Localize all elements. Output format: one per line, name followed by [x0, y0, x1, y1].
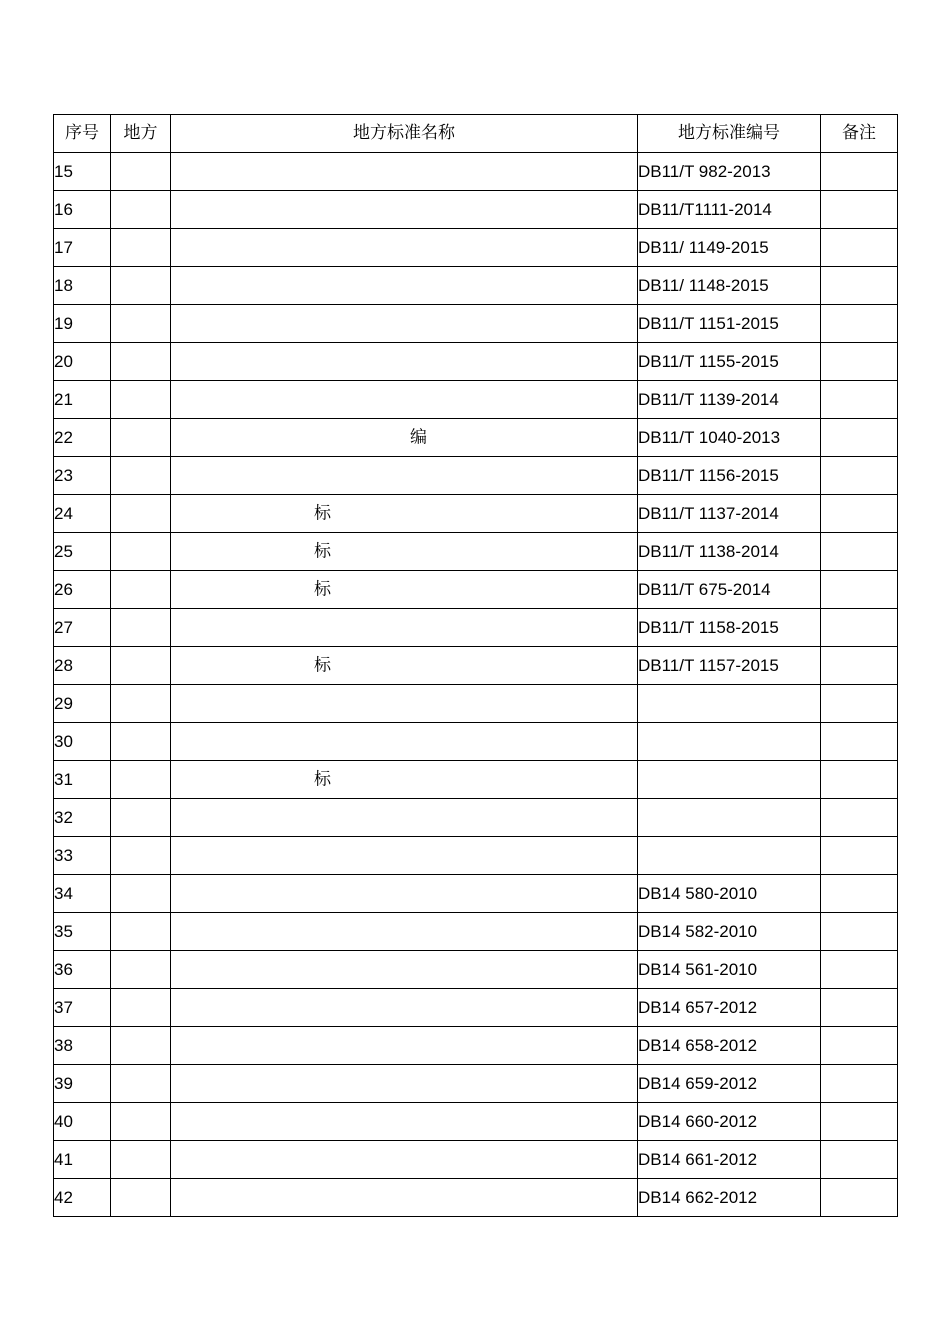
table-row: [54, 1065, 898, 1103]
note-cell: [821, 685, 898, 723]
code-cell: DB11/T 1156-2015: [638, 457, 821, 495]
seq-cell: 40: [54, 1103, 111, 1141]
seq-cell: 42: [54, 1179, 111, 1217]
name-cell: [171, 1027, 638, 1065]
standards-table: [53, 114, 898, 1217]
name-cell: [171, 229, 638, 267]
name-cell: [171, 685, 638, 723]
region-cell: [111, 571, 171, 609]
seq-cell: 25: [54, 533, 111, 571]
note-cell: [821, 647, 898, 685]
table-row: [54, 951, 898, 989]
seq-cell: 28: [54, 647, 111, 685]
table-row: [54, 875, 898, 913]
name-cell: [171, 1103, 638, 1141]
seq-cell: 20: [54, 343, 111, 381]
table-row: [54, 1141, 898, 1179]
table-row: [54, 1179, 898, 1217]
code-cell: DB14 659-2012: [638, 1065, 821, 1103]
region-cell: [111, 305, 171, 343]
note-cell: [821, 875, 898, 913]
code-cell: [638, 837, 821, 875]
region-cell: [111, 913, 171, 951]
table-row: [54, 799, 898, 837]
code-cell: DB14 582-2010: [638, 913, 821, 951]
note-cell: [821, 1103, 898, 1141]
region-cell: [111, 1179, 171, 1217]
name-cell: [171, 609, 638, 647]
name-cell: [171, 571, 638, 609]
seq-cell: 37: [54, 989, 111, 1027]
seq-cell: 23: [54, 457, 111, 495]
name-cell: [171, 419, 638, 457]
table-row: [54, 343, 898, 381]
seq-cell: 19: [54, 305, 111, 343]
seq-cell: 36: [54, 951, 111, 989]
seq-cell: 35: [54, 913, 111, 951]
region-cell: [111, 685, 171, 723]
region-cell: [111, 191, 171, 229]
region-cell: [111, 1065, 171, 1103]
region-cell: [111, 875, 171, 913]
region-cell: [111, 343, 171, 381]
note-cell: [821, 533, 898, 571]
seq-cell: 34: [54, 875, 111, 913]
code-cell: DB11/T1111-2014: [638, 191, 821, 229]
code-cell: DB14 660-2012: [638, 1103, 821, 1141]
region-cell: [111, 153, 171, 191]
name-cell: [171, 951, 638, 989]
table-row: [54, 533, 898, 571]
region-cell: [111, 837, 171, 875]
name-cell: [171, 305, 638, 343]
region-cell: [111, 533, 171, 571]
code-cell: DB11/ 1149-2015: [638, 229, 821, 267]
seq-cell: 16: [54, 191, 111, 229]
code-cell: DB11/T 1157-2015: [638, 647, 821, 685]
name-cell: [171, 647, 638, 685]
name-text: 标: [314, 503, 331, 523]
table-row: [54, 647, 898, 685]
code-cell: DB11/ 1148-2015: [638, 267, 821, 305]
region-cell: [111, 495, 171, 533]
table-row: [54, 495, 898, 533]
table-row: [54, 229, 898, 267]
code-cell: DB14 657-2012: [638, 989, 821, 1027]
seq-cell: 30: [54, 723, 111, 761]
header-note: 备注: [821, 115, 898, 153]
name-cell: [171, 723, 638, 761]
code-cell: DB14 658-2012: [638, 1027, 821, 1065]
region-cell: [111, 1027, 171, 1065]
note-cell: [821, 153, 898, 191]
name-text: 标: [314, 541, 331, 561]
note-cell: [821, 1027, 898, 1065]
seq-cell: 26: [54, 571, 111, 609]
table-row: [54, 153, 898, 191]
region-cell: [111, 989, 171, 1027]
name-cell: [171, 267, 638, 305]
header-code: 地方标准编号: [638, 115, 821, 153]
seq-cell: 38: [54, 1027, 111, 1065]
table-row: [54, 837, 898, 875]
code-cell: DB11/T 982-2013: [638, 153, 821, 191]
name-cell: [171, 191, 638, 229]
name-cell: [171, 989, 638, 1027]
note-cell: [821, 457, 898, 495]
code-cell: DB11/T 1151-2015: [638, 305, 821, 343]
seq-cell: 41: [54, 1141, 111, 1179]
note-cell: [821, 305, 898, 343]
name-cell: [171, 343, 638, 381]
table-row: [54, 609, 898, 647]
code-cell: DB11/T 1137-2014: [638, 495, 821, 533]
note-cell: [821, 419, 898, 457]
region-cell: [111, 229, 171, 267]
note-cell: [821, 989, 898, 1027]
code-cell: DB11/T 1155-2015: [638, 343, 821, 381]
note-cell: [821, 191, 898, 229]
name-cell: [171, 913, 638, 951]
name-text: 标: [314, 579, 331, 599]
name-text: 标: [314, 655, 331, 675]
note-cell: [821, 609, 898, 647]
name-cell: [171, 761, 638, 799]
name-cell: [171, 495, 638, 533]
seq-cell: 39: [54, 1065, 111, 1103]
table-row: [54, 913, 898, 951]
table-row: [54, 457, 898, 495]
seq-cell: 32: [54, 799, 111, 837]
note-cell: [821, 1179, 898, 1217]
seq-cell: 24: [54, 495, 111, 533]
code-cell: DB11/T 1139-2014: [638, 381, 821, 419]
table-header: [54, 115, 898, 153]
table-row: [54, 989, 898, 1027]
seq-cell: 22: [54, 419, 111, 457]
seq-cell: 17: [54, 229, 111, 267]
note-cell: [821, 229, 898, 267]
note-cell: [821, 913, 898, 951]
code-cell: DB11/T 675-2014: [638, 571, 821, 609]
seq-cell: 18: [54, 267, 111, 305]
region-cell: [111, 381, 171, 419]
name-cell: [171, 153, 638, 191]
seq-cell: 21: [54, 381, 111, 419]
note-cell: [821, 951, 898, 989]
code-cell: DB11/T 1138-2014: [638, 533, 821, 571]
region-cell: [111, 1103, 171, 1141]
note-cell: [821, 343, 898, 381]
name-cell: [171, 1141, 638, 1179]
code-cell: [638, 761, 821, 799]
region-cell: [111, 951, 171, 989]
header-seq: 序号: [54, 115, 111, 153]
note-cell: [821, 1141, 898, 1179]
table-row: [54, 1103, 898, 1141]
note-cell: [821, 267, 898, 305]
name-text: 标: [314, 769, 331, 789]
code-cell: DB14 561-2010: [638, 951, 821, 989]
region-cell: [111, 457, 171, 495]
name-cell: [171, 837, 638, 875]
seq-cell: 31: [54, 761, 111, 799]
region-cell: [111, 723, 171, 761]
note-cell: [821, 381, 898, 419]
note-cell: [821, 761, 898, 799]
name-cell: [171, 457, 638, 495]
table-row: [54, 761, 898, 799]
code-cell: DB11/T 1040-2013: [638, 419, 821, 457]
table-row: [54, 381, 898, 419]
note-cell: [821, 571, 898, 609]
name-text: 编: [410, 427, 427, 447]
name-cell: [171, 533, 638, 571]
seq-cell: 27: [54, 609, 111, 647]
table-row: [54, 267, 898, 305]
note-cell: [821, 1065, 898, 1103]
code-cell: DB14 661-2012: [638, 1141, 821, 1179]
code-cell: DB14 580-2010: [638, 875, 821, 913]
header-row: [54, 115, 898, 153]
region-cell: [111, 267, 171, 305]
name-cell: [171, 799, 638, 837]
table-row: [54, 571, 898, 609]
table-row: [54, 191, 898, 229]
code-cell: [638, 799, 821, 837]
table-row: [54, 685, 898, 723]
table-row: [54, 1027, 898, 1065]
note-cell: [821, 495, 898, 533]
region-cell: [111, 647, 171, 685]
code-cell: [638, 685, 821, 723]
code-cell: [638, 723, 821, 761]
table-row: [54, 723, 898, 761]
code-cell: DB14 662-2012: [638, 1179, 821, 1217]
code-cell: DB11/T 1158-2015: [638, 609, 821, 647]
note-cell: [821, 723, 898, 761]
name-cell: [171, 1065, 638, 1103]
header-name: 地方标准名称: [171, 115, 638, 153]
table-body: [54, 153, 898, 1217]
name-cell: [171, 875, 638, 913]
region-cell: [111, 609, 171, 647]
region-cell: [111, 761, 171, 799]
header-region: 地方: [111, 115, 171, 153]
name-cell: [171, 1179, 638, 1217]
name-cell: [171, 381, 638, 419]
seq-cell: 29: [54, 685, 111, 723]
table-row: [54, 305, 898, 343]
seq-cell: 15: [54, 153, 111, 191]
region-cell: [111, 799, 171, 837]
table-row: [54, 419, 898, 457]
region-cell: [111, 1141, 171, 1179]
note-cell: [821, 799, 898, 837]
note-cell: [821, 837, 898, 875]
region-cell: [111, 419, 171, 457]
seq-cell: 33: [54, 837, 111, 875]
